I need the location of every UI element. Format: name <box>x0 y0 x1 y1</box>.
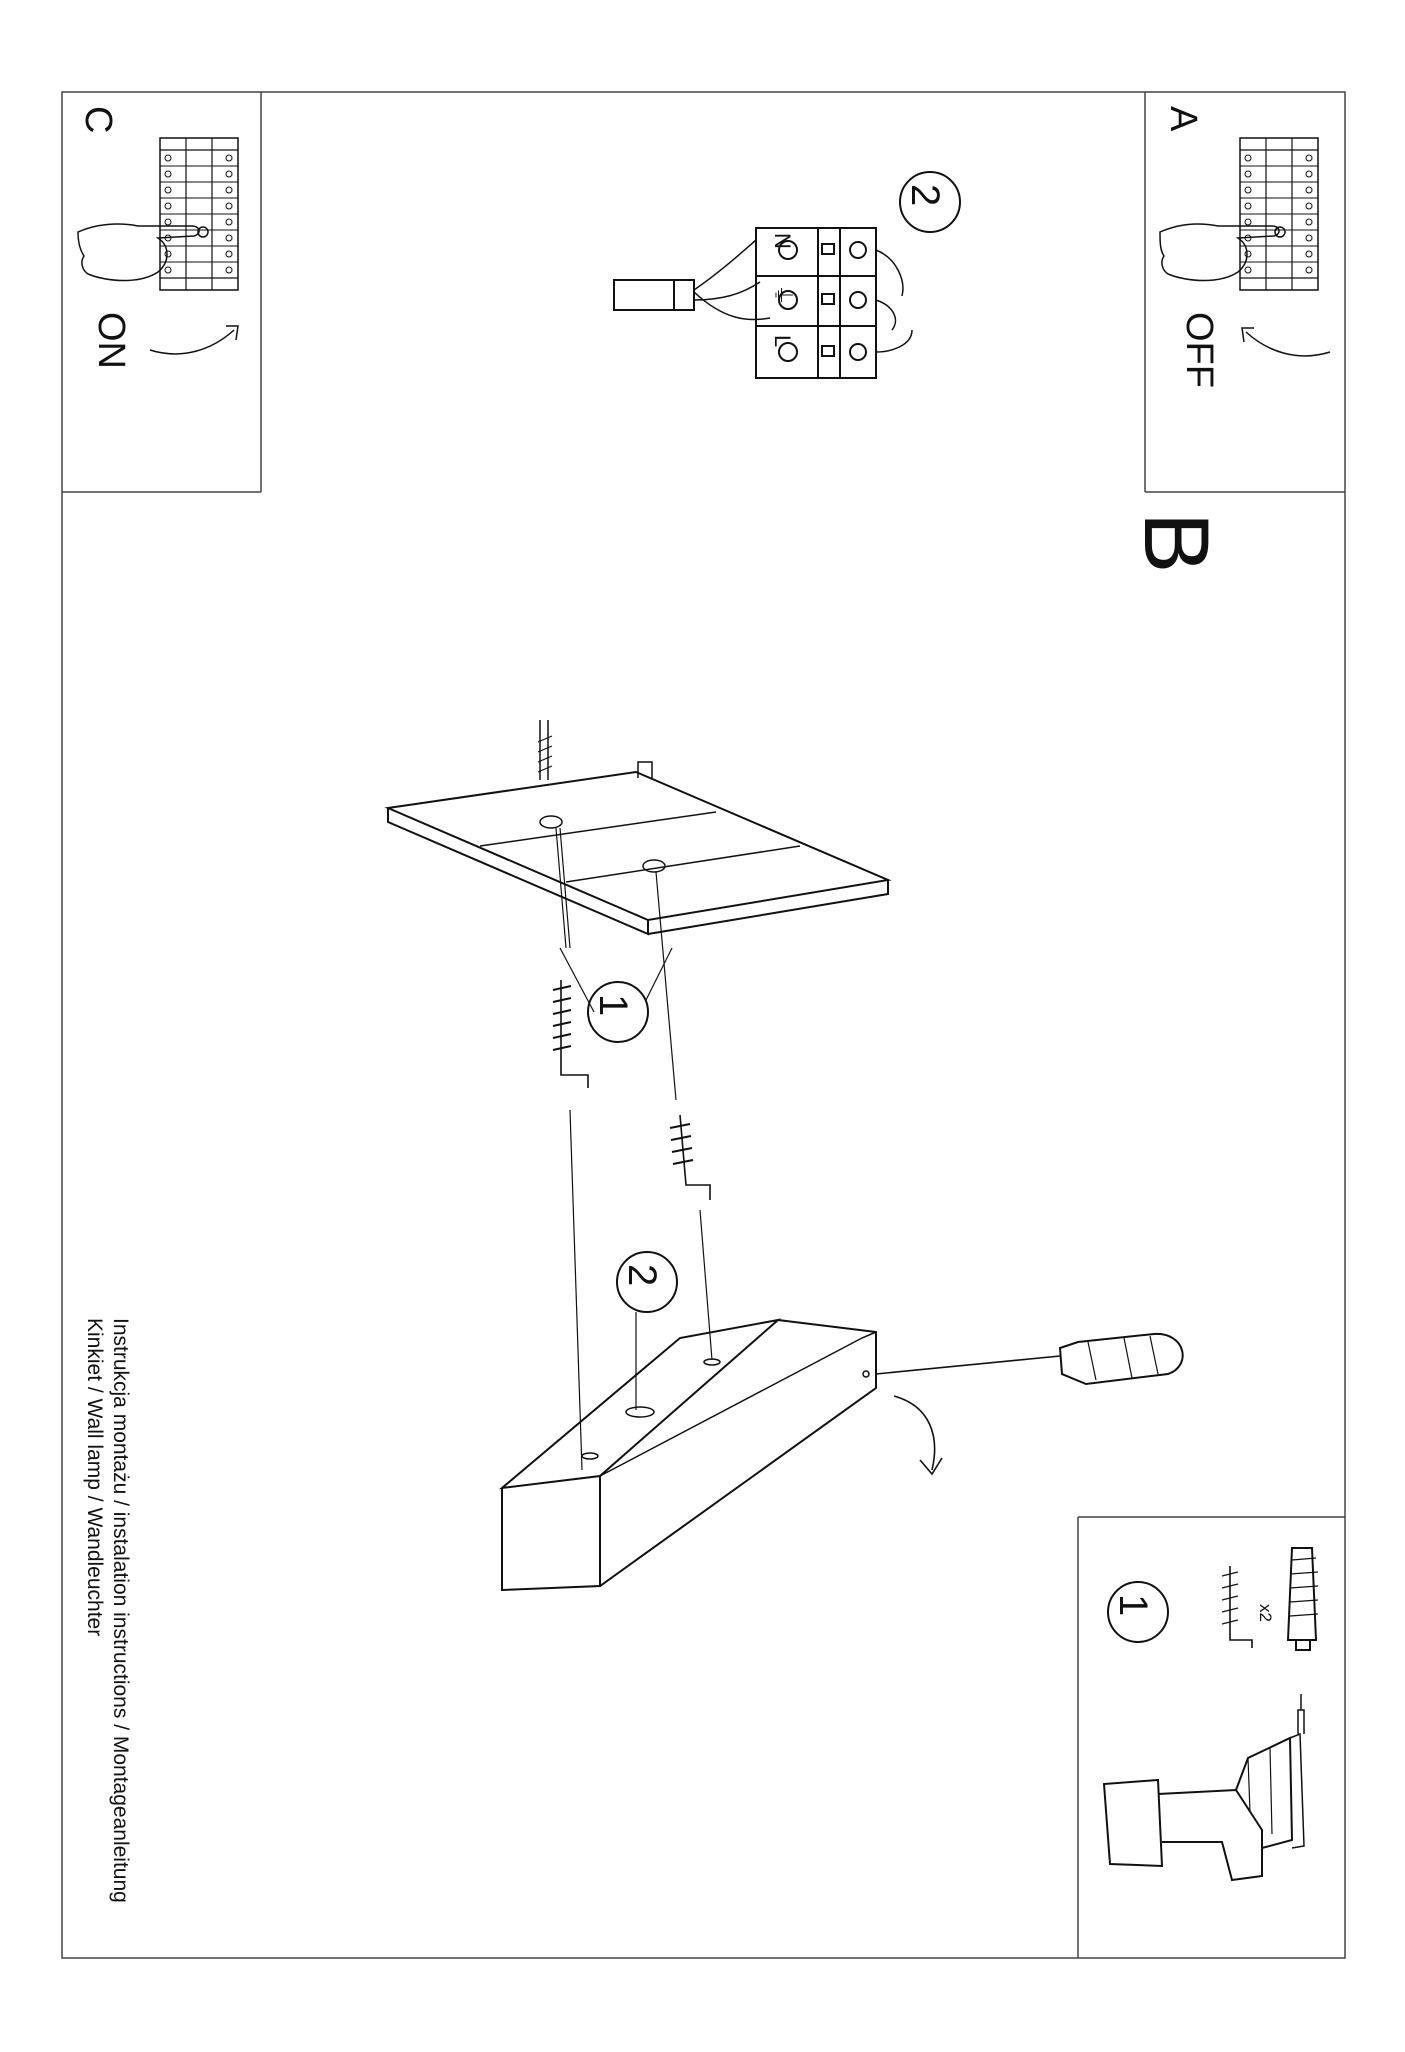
tools-step-number: 1 <box>1111 1594 1155 1617</box>
assembly-callout-1-number: 1 <box>591 994 635 1017</box>
panel-c-caption: ON <box>90 312 132 369</box>
wall-plug-icon <box>1288 1548 1318 1650</box>
panel-c-letter: C <box>77 106 119 134</box>
panel-a-letter: A <box>1162 106 1204 132</box>
mounting-plate-icon <box>388 720 888 934</box>
terminal-label-n: N <box>770 233 795 249</box>
page-frame <box>62 92 1345 1958</box>
screw-icon <box>553 828 588 1088</box>
hand-icon <box>78 224 199 281</box>
terminal-label-l: L <box>770 335 795 348</box>
wiring-step-number: 2 <box>903 184 947 207</box>
circuit-breaker-switch-off-icon <box>1240 138 1318 290</box>
assembly-callout-2-number: 2 <box>620 1264 664 1287</box>
terminal-block-icon <box>614 228 912 378</box>
quantity-label: x2 <box>1256 1604 1275 1622</box>
instruction-title: Instrukcja montażu / instalation instructions / Montageanleitung <box>109 1318 132 1903</box>
screwdriver-icon <box>876 1334 1183 1384</box>
panel-a-caption: OFF <box>1178 312 1220 388</box>
rotate-arrow-icon <box>894 1396 942 1474</box>
lamp-body-icon <box>502 1320 876 1590</box>
rotate-arrow-icon <box>150 326 238 354</box>
terminal-label-earth: ⏚ <box>770 284 795 307</box>
product-title: Kinkiet / Wall lamp / Wandleuchter <box>83 1318 106 1637</box>
guide-line <box>700 1210 712 1360</box>
rotate-arrow-icon <box>1242 328 1330 356</box>
hand-icon <box>1160 224 1279 281</box>
screw-icon <box>1222 1566 1252 1648</box>
circuit-breaker-switch-on-icon <box>160 138 238 290</box>
guide-line <box>570 1110 582 1470</box>
screw-icon <box>656 872 710 1200</box>
drill-icon <box>1104 1694 1304 1880</box>
panel-b-letter: B <box>1125 512 1227 574</box>
